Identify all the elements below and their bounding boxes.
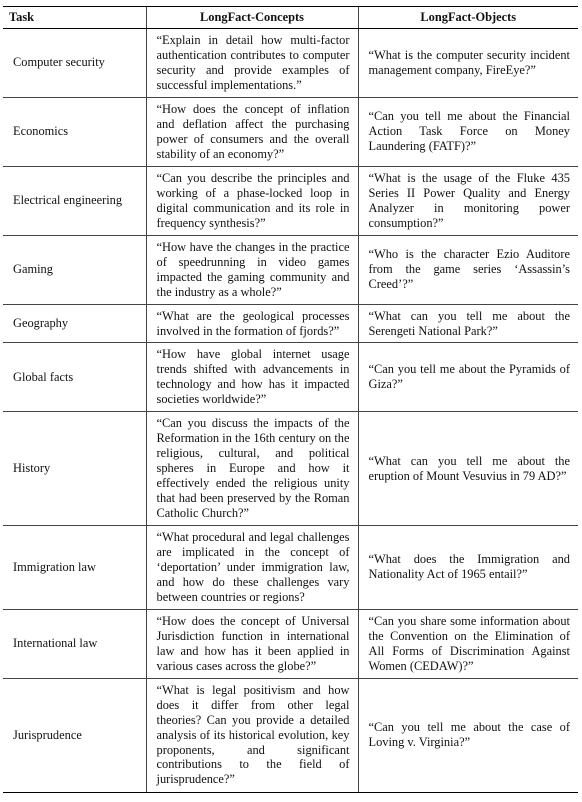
concept-prompt-cell: “What is legal positivism and how does it differ from other legal theories? Can you provide a detailed analysis of its historical evolution, key proponents, and significant contributions to the field of jurisprudence?”: [146, 678, 358, 792]
object-prompt-cell: “What does the Immigration and Nationality Act of 1965 entail?”: [358, 526, 578, 610]
object-prompt-cell: “Can you share some information about the Convention on the Elimination of All Forms of Discrimination Against Women (CEDAW)?”: [358, 609, 578, 678]
header-row: [3, 7, 578, 29]
concept-prompt-cell: “What procedural and legal challenges are implicated in the concept of ‘deportation’ under immigration law, and how do these challenges vary between countries or regions?: [146, 526, 358, 610]
task-cell: Gaming: [3, 235, 146, 304]
task-cell: Immigration law: [3, 526, 146, 610]
task-cell: Geography: [3, 304, 146, 343]
table-row: [3, 526, 578, 610]
table-row: [3, 304, 578, 343]
object-prompt-cell: “What can you tell me about the Serengeti National Park?”: [358, 304, 578, 343]
header-task: Task: [3, 7, 146, 29]
table-row: [3, 97, 578, 166]
object-prompt-cell: “Can you tell me about the Pyramids of Giza?”: [358, 343, 578, 412]
table-row: [3, 29, 578, 98]
task-cell: International law: [3, 609, 146, 678]
task-cell: History: [3, 412, 146, 526]
task-cell: Global facts: [3, 343, 146, 412]
concept-prompt-cell: “Can you discuss the impacts of the Reformation in the 16th century on the religious, cultural, and political spheres in Europe and how it effectively ended the religious unity that had been preserved by the Roman Catholic Church?”: [146, 412, 358, 526]
table-row: [3, 412, 578, 526]
task-cell: Electrical engineering: [3, 166, 146, 235]
object-prompt-cell: “What is the computer security incident management company, FireEye?”: [358, 29, 578, 98]
concept-prompt-cell: “What are the geological processes involved in the formation of fjords?”: [146, 304, 358, 343]
header-longfact-concepts: LongFact-Concepts: [146, 7, 358, 29]
object-prompt-cell: “What is the usage of the Fluke 435 Series II Power Quality and Energy Analyzer in monitoring power consumption?”: [358, 166, 578, 235]
concept-prompt-cell: “How does the concept of Universal Jurisdiction function in international law and how has it been applied in various cases across the globe?”: [146, 609, 358, 678]
concept-prompt-cell: “How have the changes in the practice of speedrunning in video games impacted the gaming community and the industry as a whole?”: [146, 235, 358, 304]
prompt-examples-table: [3, 6, 578, 793]
concept-prompt-cell: “How have global internet usage trends shifted with advancements in technology and how has it impacted societies worldwide?”: [146, 343, 358, 412]
task-cell: Computer security: [3, 29, 146, 98]
concept-prompt-cell: “Can you describe the principles and working of a phase-locked loop in digital communication and its role in frequency synthesis?”: [146, 166, 358, 235]
object-prompt-cell: “What can you tell me about the eruption of Mount Vesuvius in 79 AD?”: [358, 412, 578, 526]
table-row: [3, 678, 578, 792]
table-row: [3, 166, 578, 235]
object-prompt-cell: “Can you tell me about the case of Loving v. Virginia?”: [358, 678, 578, 792]
table-row: [3, 343, 578, 412]
concept-prompt-cell: “Explain in detail how multi-factor authentication contributes to computer security and provide examples of successful implementations.”: [146, 29, 358, 98]
task-cell: Economics: [3, 97, 146, 166]
object-prompt-cell: “Can you tell me about the Financial Action Task Force on Money Laundering (FATF)?”: [358, 97, 578, 166]
object-prompt-cell: “Who is the character Ezio Auditore from the game series ‘Assassin’s Creed’?”: [358, 235, 578, 304]
table-row: [3, 235, 578, 304]
table-row: [3, 609, 578, 678]
task-cell: Jurisprudence: [3, 678, 146, 792]
header-longfact-objects: LongFact-Objects: [358, 7, 578, 29]
concept-prompt-cell: “How does the concept of inflation and deflation affect the purchasing power of consumers and the overall stability of an economy?”: [146, 97, 358, 166]
